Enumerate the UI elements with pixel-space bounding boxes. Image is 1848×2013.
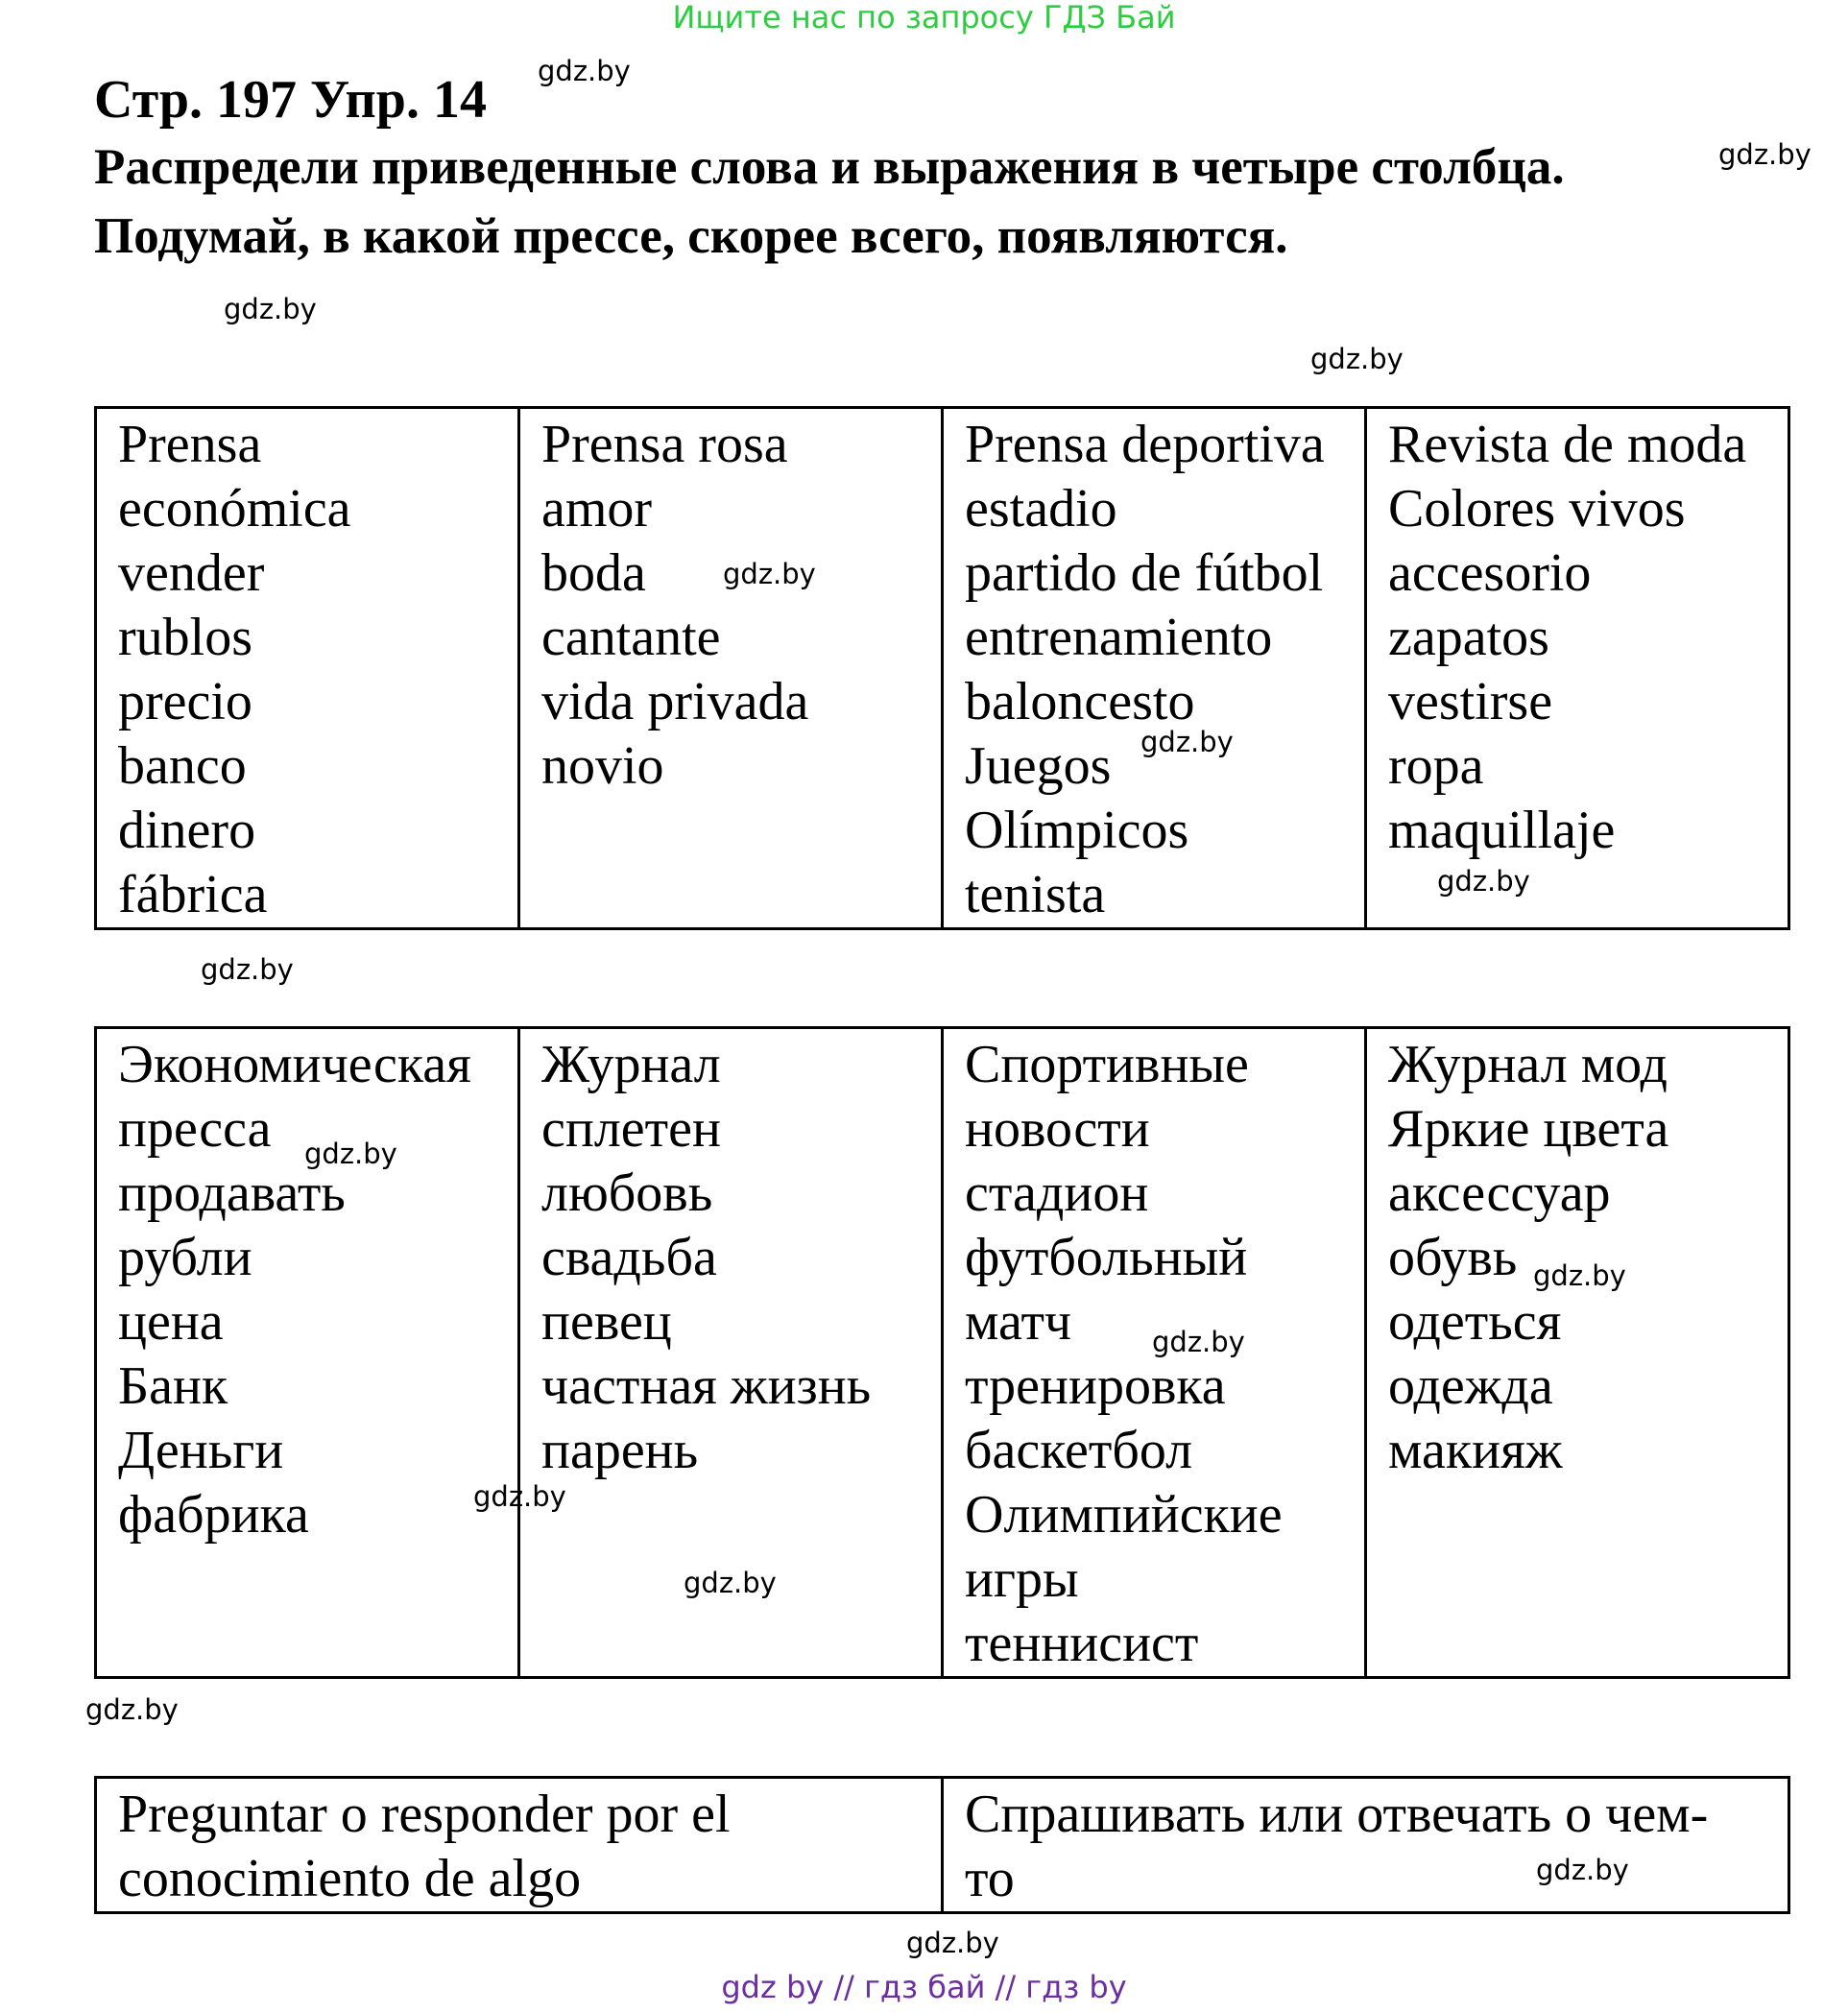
instruction-line-2: Подумай, в какой прессе, скорее всего, появляются. <box>94 208 1288 264</box>
cell-line: Олимпийские <box>965 1485 1283 1545</box>
cell-line: стадион <box>965 1163 1149 1223</box>
cell-line: cantante <box>541 608 721 667</box>
cell-line: рубли <box>118 1228 252 1287</box>
translation-ru <box>943 1778 1789 1913</box>
watermark: gdz.by <box>224 293 317 325</box>
cell-line: vender <box>118 543 265 603</box>
column-pink-press-es <box>519 408 943 929</box>
column-fashion-es <box>1366 408 1789 929</box>
table-row <box>96 408 1789 929</box>
translation-es <box>96 1778 943 1913</box>
watermark: gdz.by <box>1437 865 1530 898</box>
cell-line: Olímpicos <box>965 801 1189 860</box>
footer-links[interactable]: gdz by // гдз бай // гдз by <box>721 1969 1127 2005</box>
cell-line: fábrica <box>118 865 268 924</box>
cell-line: rublos <box>118 608 252 667</box>
cell-line: обувь <box>1388 1228 1518 1287</box>
column-economic-es <box>96 408 519 929</box>
cell-line: Деньги <box>118 1421 284 1480</box>
watermark: gdz.by <box>304 1138 397 1170</box>
cell-line: Prensa deportiva <box>965 415 1325 474</box>
cell-line: banco <box>118 736 247 796</box>
cell-line: частная жизнь <box>541 1356 872 1416</box>
cell-line: певец <box>541 1292 672 1352</box>
cell-line: тренировка <box>965 1356 1226 1416</box>
column-sports-es <box>943 408 1366 929</box>
column-economic-ru <box>96 1028 519 1678</box>
watermark: gdz.by <box>906 1927 999 1959</box>
cell-line: любовь <box>541 1163 713 1223</box>
cell-line: entrenamiento <box>965 608 1273 667</box>
watermark: gdz.by <box>538 55 631 87</box>
cell-line: conocimiento de algo <box>118 1849 582 1908</box>
table-row <box>96 1778 1789 1913</box>
watermark: gdz.by <box>1310 343 1404 375</box>
cell-line: баскетбол <box>965 1421 1193 1480</box>
watermark: gdz.by <box>723 558 816 590</box>
cell-line: пресса <box>118 1099 272 1159</box>
cell-line: Спрашивать или отвечать о чем- <box>965 1785 1709 1844</box>
cell-line: фабрика <box>118 1485 309 1545</box>
cell-line: игры <box>965 1549 1079 1609</box>
cell-line: сплетен <box>541 1099 721 1159</box>
cell-line: аксессуар <box>1388 1163 1611 1223</box>
translation-table <box>94 1776 1790 1914</box>
watermark: gdz.by <box>85 1693 179 1726</box>
watermark: gdz.by <box>1718 138 1812 171</box>
column-fashion-ru <box>1366 1028 1789 1678</box>
cell-line: Яркие цвета <box>1388 1099 1669 1159</box>
cell-line: Revista de moda <box>1388 415 1747 474</box>
spanish-table <box>94 406 1790 930</box>
cell-line: то <box>965 1849 1015 1908</box>
cell-line: Juegos <box>965 736 1112 796</box>
cell-line: amor <box>541 479 653 539</box>
cell-line: zapatos <box>1388 608 1549 667</box>
cell-line: продавать <box>118 1163 346 1223</box>
cell-line: Colores vivos <box>1388 479 1686 539</box>
cell-line: novio <box>541 736 664 796</box>
watermark: gdz.by <box>684 1567 777 1599</box>
cell-line: accesorio <box>1388 543 1592 603</box>
cell-line: макияж <box>1388 1421 1563 1480</box>
watermark: gdz.by <box>1533 1259 1626 1292</box>
watermark: gdz.by <box>1140 726 1234 758</box>
cell-line: одежда <box>1388 1356 1553 1416</box>
cell-line: estadio <box>965 479 1117 539</box>
cell-line: Спортивные <box>965 1035 1249 1094</box>
cell-line: tenista <box>965 865 1106 924</box>
instruction-line-1: Распредели приведенные слова и выражения в четыре столбца. <box>94 139 1565 195</box>
cell-line: maquillaje <box>1388 801 1616 860</box>
cell-line: Prensa rosa <box>541 415 788 474</box>
cell-line: Экономическая <box>118 1035 471 1094</box>
cell-line: Preguntar o responder por el <box>118 1785 731 1844</box>
cell-line: одеться <box>1388 1292 1562 1352</box>
cell-line: свадьба <box>541 1228 717 1287</box>
cell-line: теннисист <box>965 1614 1199 1673</box>
table-row <box>96 1028 1789 1678</box>
watermark: gdz.by <box>1536 1854 1629 1886</box>
cell-line: precio <box>118 672 252 731</box>
cell-line: Prensa <box>118 415 262 474</box>
cell-line: парень <box>541 1421 699 1480</box>
page-title: Стр. 197 Упр. 14 <box>94 70 487 130</box>
top-banner[interactable]: Ищите нас по запросу ГДЗ Бай <box>672 0 1176 36</box>
cell-line: Банк <box>118 1356 228 1416</box>
watermark: gdz.by <box>473 1480 566 1513</box>
russian-table <box>94 1026 1790 1679</box>
cell-line: цена <box>118 1292 224 1352</box>
cell-line: vida privada <box>541 672 809 731</box>
cell-line: vestirse <box>1388 672 1553 731</box>
cell-line: dinero <box>118 801 256 860</box>
cell-line: Журнал мод <box>1388 1035 1668 1094</box>
cell-line: económica <box>118 479 351 539</box>
cell-line: матч <box>965 1292 1072 1352</box>
watermark: gdz.by <box>1152 1326 1245 1358</box>
cell-line: новости <box>965 1099 1150 1159</box>
cell-line: baloncesto <box>965 672 1195 731</box>
watermark: gdz.by <box>201 953 294 986</box>
cell-line: ropa <box>1388 736 1484 796</box>
cell-line: Журнал <box>541 1035 721 1094</box>
cell-line: partido de fútbol <box>965 543 1324 603</box>
cell-line: футбольный <box>965 1228 1248 1287</box>
cell-line: boda <box>541 543 646 603</box>
